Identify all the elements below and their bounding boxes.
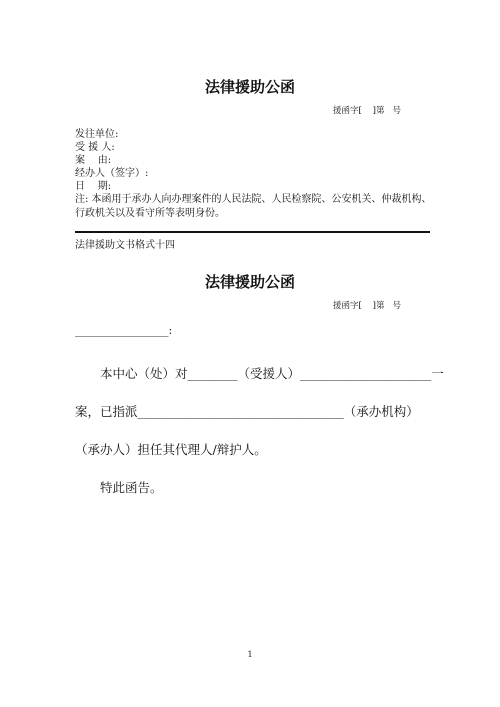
body-line-2: 案，已指派_________________________________（承办机构） [75, 404, 419, 419]
form1-reference-number: 援函字[ ]第 号 [333, 106, 402, 116]
field-date: 日 期: [75, 181, 112, 192]
form-format-caption: 法律援助文书格式十四 [75, 240, 175, 251]
form1-title: 法律援助公函 [204, 78, 295, 96]
body-line-1: 本中心（处）对________（受援人）_____________________一 [100, 366, 444, 381]
field-case-cause: 案 由: [75, 155, 112, 166]
field-recipient: 受 援 人: [75, 142, 115, 153]
form2-title: 法律援助公函 [204, 273, 295, 291]
form2-reference-number: 援函字[ ]第 号 [333, 301, 402, 311]
page-number: 1 [247, 650, 253, 659]
field-handler-signature: 经办人（签字）: [75, 168, 149, 179]
addressee-line: _________________: [75, 324, 173, 337]
form1-note: 注: 本函用于承办人向办理案件的人民法院、人民检察院、公安机关、仲裁机构、行政机关以及看守所等表明身份。 [75, 194, 432, 219]
closing-line: 特此函告。 [100, 480, 163, 495]
field-destination-unit: 发往单位: [75, 129, 119, 140]
section-divider [75, 231, 430, 233]
body-line-3: （承办人）担任其代理人/辩护人。 [75, 442, 267, 457]
